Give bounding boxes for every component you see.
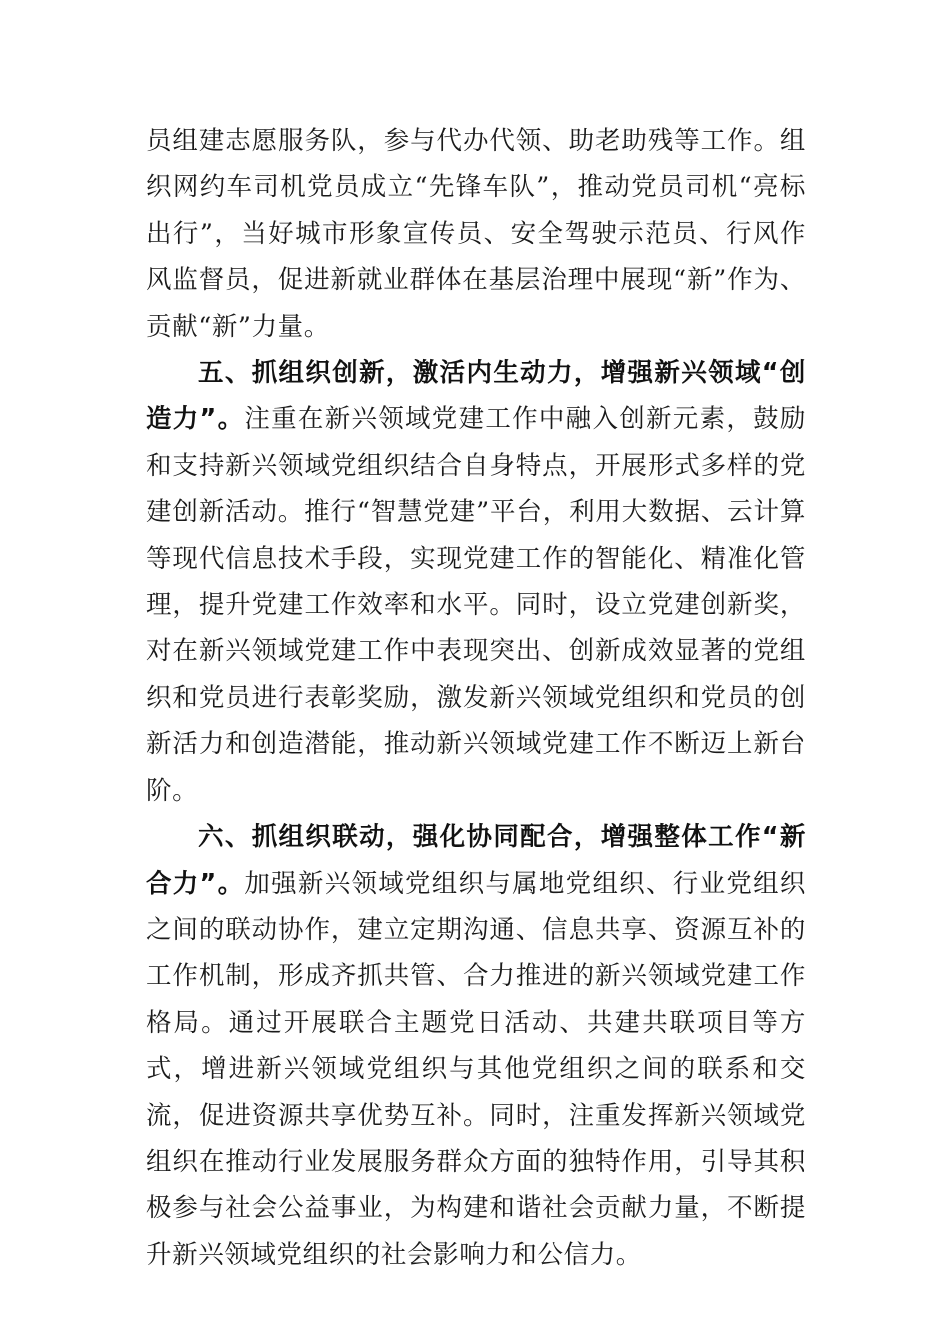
paragraph-section-six [146,814,806,1278]
paragraph-continued [146,118,806,350]
section-six-heading: 六、抓组织联动，强化协同配合，增强整体工作“新合力”。 [146,822,806,899]
section-five-text: 注重在新兴领域党建工作中融入创新元素，鼓励和支持新兴领域党组织结合自身特点，开展形式多样的党建创新活动。推行“智慧党建”平台，利用大数据、云计算等现代信息技术手段，实现党建工作的智能化、精准化管理，提升党建工作效率和水平。同时，设立党建创新奖，对在新兴领域党建工作中表现突出、创新成效显著的党组织和党员进行表彰奖励，激发新兴领域党组织和党员的创新活力和创造潜能，推动新兴领域党建工作不断迈上新台阶。 [146,404,806,806]
paragraph-section-five [146,350,806,814]
section-five-heading: 五、抓组织创新，激活内生动力，增强新兴领域“创造力”。 [146,358,806,435]
section-six-text: 加强新兴领域党组织与属地党组织、行业党组织之间的联动协作，建立定期沟通、信息共享、资源互补的工作机制，形成齐抓共管、合力推进的新兴领域党建工作格局。通过开展联合主题党日活动、共建共联项目等方式，增进新兴领域党组织与其他党组织之间的联系和交流，促进资源共享优势互补。同时，注重发挥新兴领域党组织在推动行业发展服务群众方面的独特作用，引导其积极参与社会公益事业，为构建和谐社会贡献力量，不断提升新兴领域党组织的社会影响力和公信力。 [146,868,806,1270]
document-body [146,118,806,1278]
paragraph-continued-text: 员组建志愿服务队，参与代办代领、助老助残等工作。组织网约车司机党员成立“先锋车队”，推动党员司机“亮标出行”，当好城市形象宣传员、安全驾驶示范员、行风作风监督员，促进新就业群体在基层治理中展现“新”作为、贡献“新”力量。 [146,126,806,342]
